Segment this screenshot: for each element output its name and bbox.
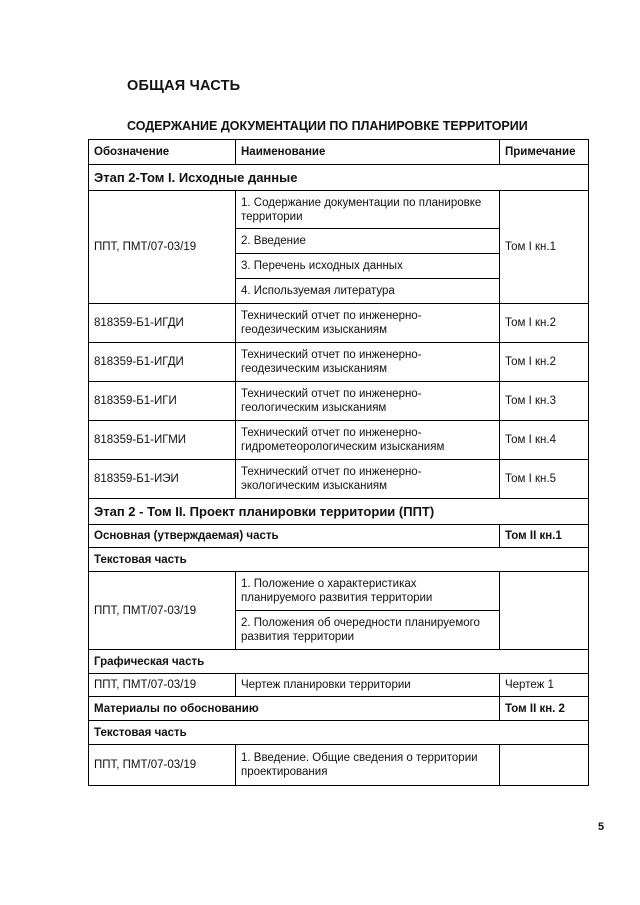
table-row [89,721,589,745]
stage-row [89,499,589,525]
row-name: 4. Используемая литература [236,279,500,304]
row-name: 3. Перечень исходных данных [236,254,500,279]
row-name: 2. Положения об очередности планируемого развития территории [236,611,500,650]
row-code: 818359-Б1-ИГДИ [89,304,236,343]
documentation-table [88,139,589,786]
header-designation: Обозначение [89,140,236,165]
table-row [89,548,589,572]
row-name: Чертеж планировки территории [236,674,500,697]
row-note: Том I кн.1 [500,191,589,304]
row-note: Том I кн.4 [500,421,589,460]
section-subheading: СОДЕРЖАНИЕ ДОКУМЕНТАЦИИ ПО ПЛАНИРОВКЕ ТЕРРИТОРИИ [127,119,528,133]
table-row [89,304,589,343]
row-name: 2. Введение [236,229,500,254]
row-name: Технический отчет по инженерно-экологическим изысканиям [236,460,500,499]
row-name: Технический отчет по инженерно-геодезическим изысканиям [236,304,500,343]
row-code: ППТ, ПМТ/07-03/19 [89,572,236,650]
row-code: ППТ, ПМТ/07-03/19 [89,745,236,786]
text-part-label-2: Текстовая часть [89,721,589,745]
table-row [89,525,589,548]
table-row [89,745,589,786]
main-part-note: Том II кн.1 [500,525,589,548]
table-row [89,343,589,382]
row-note [500,745,589,786]
row-name: Технический отчет по инженерно-гидрометеорологическим изысканиям [236,421,500,460]
table-row [89,697,589,721]
table-header-row [89,140,589,165]
row-name: Технический отчет по инженерно-геологическим изысканиям [236,382,500,421]
materials-note: Том II кн. 2 [500,697,589,721]
stage2-title: Этап 2 - Том II. Проект планировки территории (ППТ) [89,499,589,525]
stage-row [89,165,589,191]
row-code: 818359-Б1-ИГМИ [89,421,236,460]
row-code: ППТ, ПМТ/07-03/19 [89,674,236,697]
row-name: 1. Введение. Общие сведения о территории проектирования [236,745,500,786]
table-row [89,572,589,611]
row-note: Том I кн.3 [500,382,589,421]
header-note: Примечание [500,140,589,165]
table-row [89,650,589,674]
graphic-part-label: Графическая часть [89,650,589,674]
row-name: 1. Положение о характеристиках планируемого развития территории [236,572,500,611]
table-row [89,421,589,460]
page-heading: ОБЩАЯ ЧАСТЬ [127,78,241,94]
table-row [89,674,589,697]
row-code: 818359-Б1-ИЭИ [89,460,236,499]
row-note [500,572,589,650]
table-row [89,382,589,421]
row-name: 1. Содержание документации по планировке территории [236,191,500,229]
row-code: 818359-Б1-ИГИ [89,382,236,421]
table-row [89,460,589,499]
table-row [89,191,589,229]
row-code: 818359-Б1-ИГДИ [89,343,236,382]
row-name: Технический отчет по инженерно-геодезическим изысканиям [236,343,500,382]
row-note: Чертеж 1 [500,674,589,697]
page-number: 5 [598,821,605,833]
row-note: Том I кн.2 [500,304,589,343]
stage1-title: Этап 2-Том I. Исходные данные [89,165,589,191]
row-note: Том I кн.2 [500,343,589,382]
header-name: Наименование [236,140,500,165]
materials-label: Материалы по обоснованию [89,697,500,721]
row-code: ППТ, ПМТ/07-03/19 [89,191,236,304]
main-part-label: Основная (утверждаемая) часть [89,525,500,548]
text-part-label: Текстовая часть [89,548,589,572]
row-note: Том I кн.5 [500,460,589,499]
